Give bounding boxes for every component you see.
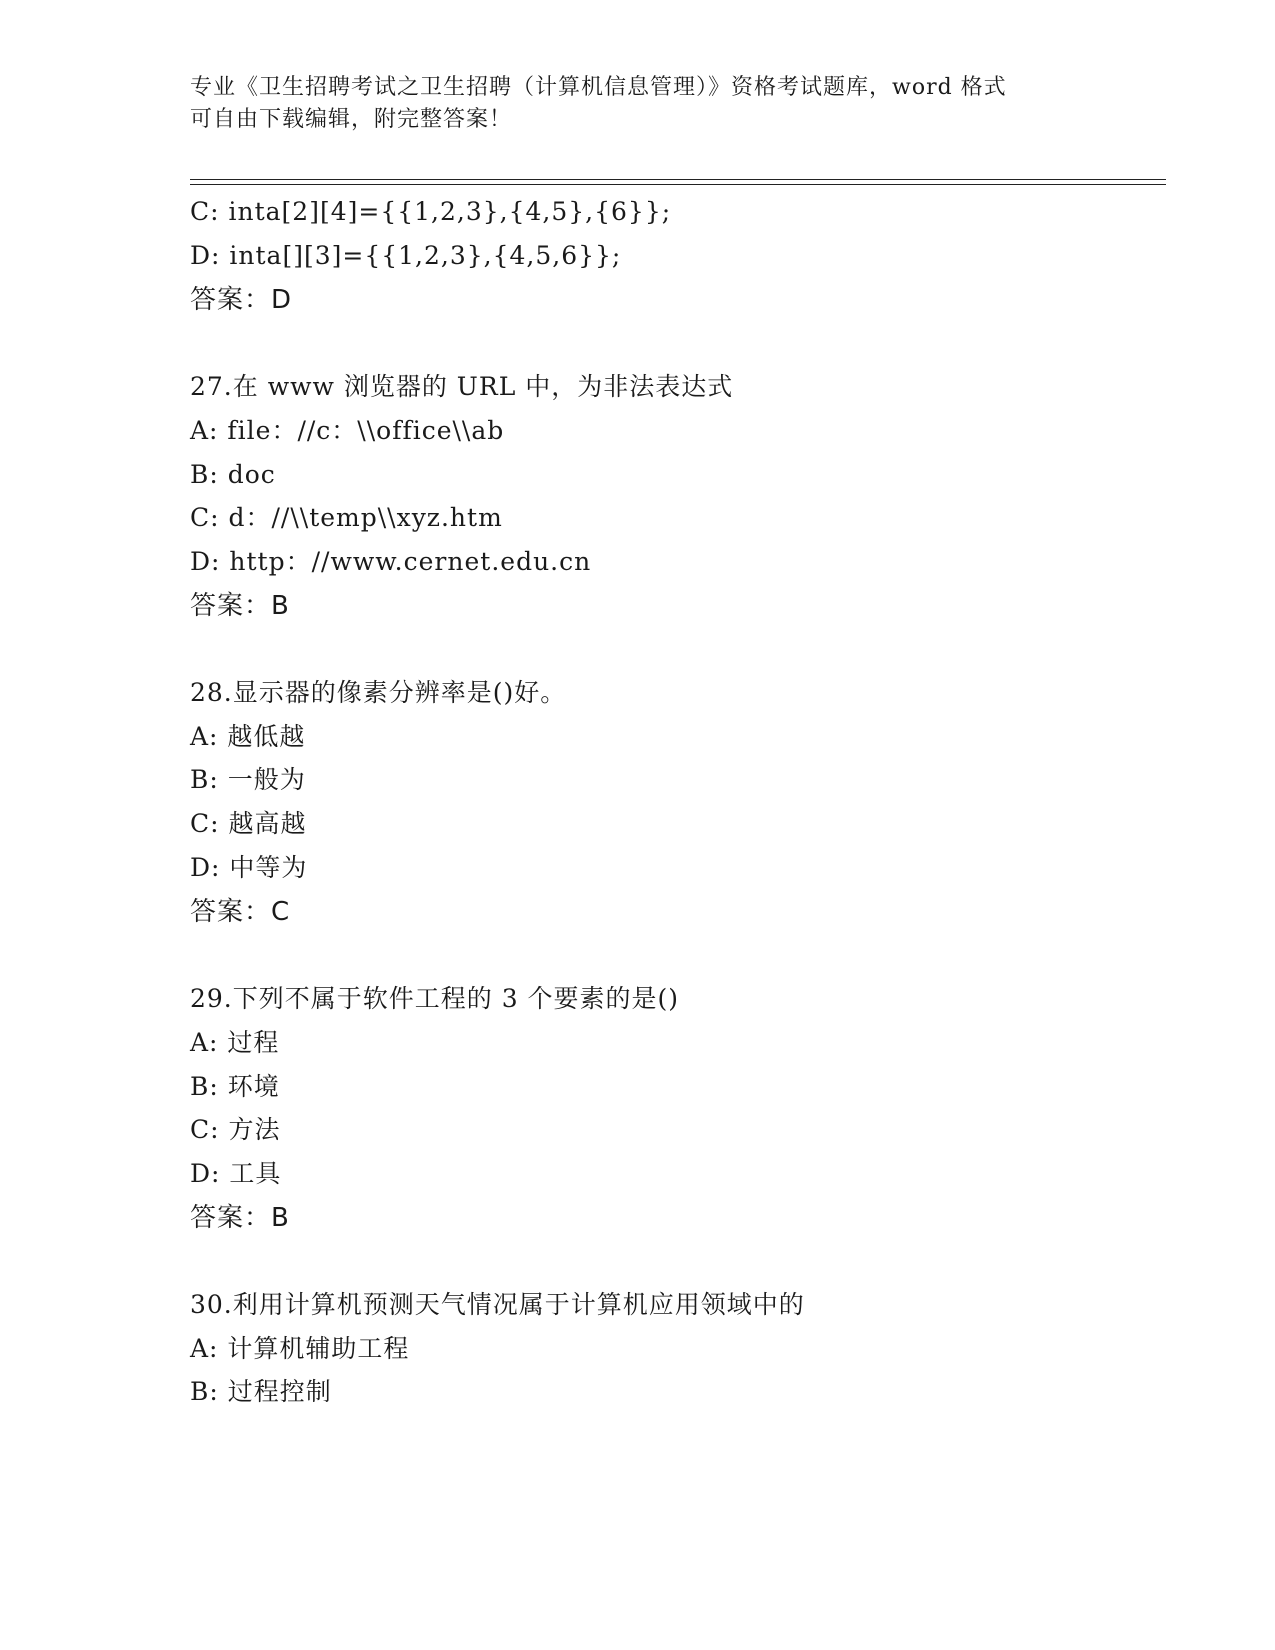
option-c: C: d：//\\temp\\xyz.htm [190,503,503,532]
header-divider-top [190,179,1166,180]
option-a: A: 越低越 [190,722,306,751]
option-b: B: 环境 [190,1072,280,1101]
question-stem: 30.利用计算机预测天气情况属于计算机应用领域中的 [190,1290,805,1319]
option-d: D: inta[][3]={{1,2,3},{4,5,6}}; [190,241,622,270]
option-c: C: 方法 [190,1115,281,1144]
option-c: C: inta[2][4]={{1,2,3},{4,5},{6}}; [190,197,672,226]
option-c: C: 越高越 [190,809,307,838]
answer-line: 答案：D [190,285,293,315]
option-d: D: 工具 [190,1159,282,1188]
option-d: D: 中等为 [190,853,308,882]
document-header [190,72,1090,136]
answer-line: 答案：B [190,591,290,621]
option-a: A: 过程 [190,1028,280,1057]
answer-line: 答案：B [190,1203,290,1233]
option-a: A: 计算机辅助工程 [190,1334,410,1363]
option-a: A: file：//c：\\office\\ab [190,416,505,445]
header-divider-bottom [190,184,1166,185]
question-stem: 29.下列不属于软件工程的 3 个要素的是() [190,984,680,1013]
option-b: B: 过程控制 [190,1377,332,1406]
question-stem: 28.显示器的像素分辨率是()好。 [190,678,567,707]
option-b: B: doc [190,460,276,489]
option-b: B: 一般为 [190,765,306,794]
option-d: D: http：//www.cernet.edu.cn [190,547,592,576]
answer-line: 答案：C [190,897,291,927]
header-line-2: 可自由下载编辑，附完整答案！ [190,107,513,132]
question-stem: 27.在 www 浏览器的 URL 中，为非法表达式 [190,372,734,401]
header-line-1: 专业《卫生招聘考试之卫生招聘（计算机信息管理）》资格考试题库，word 格式 [190,75,1007,100]
